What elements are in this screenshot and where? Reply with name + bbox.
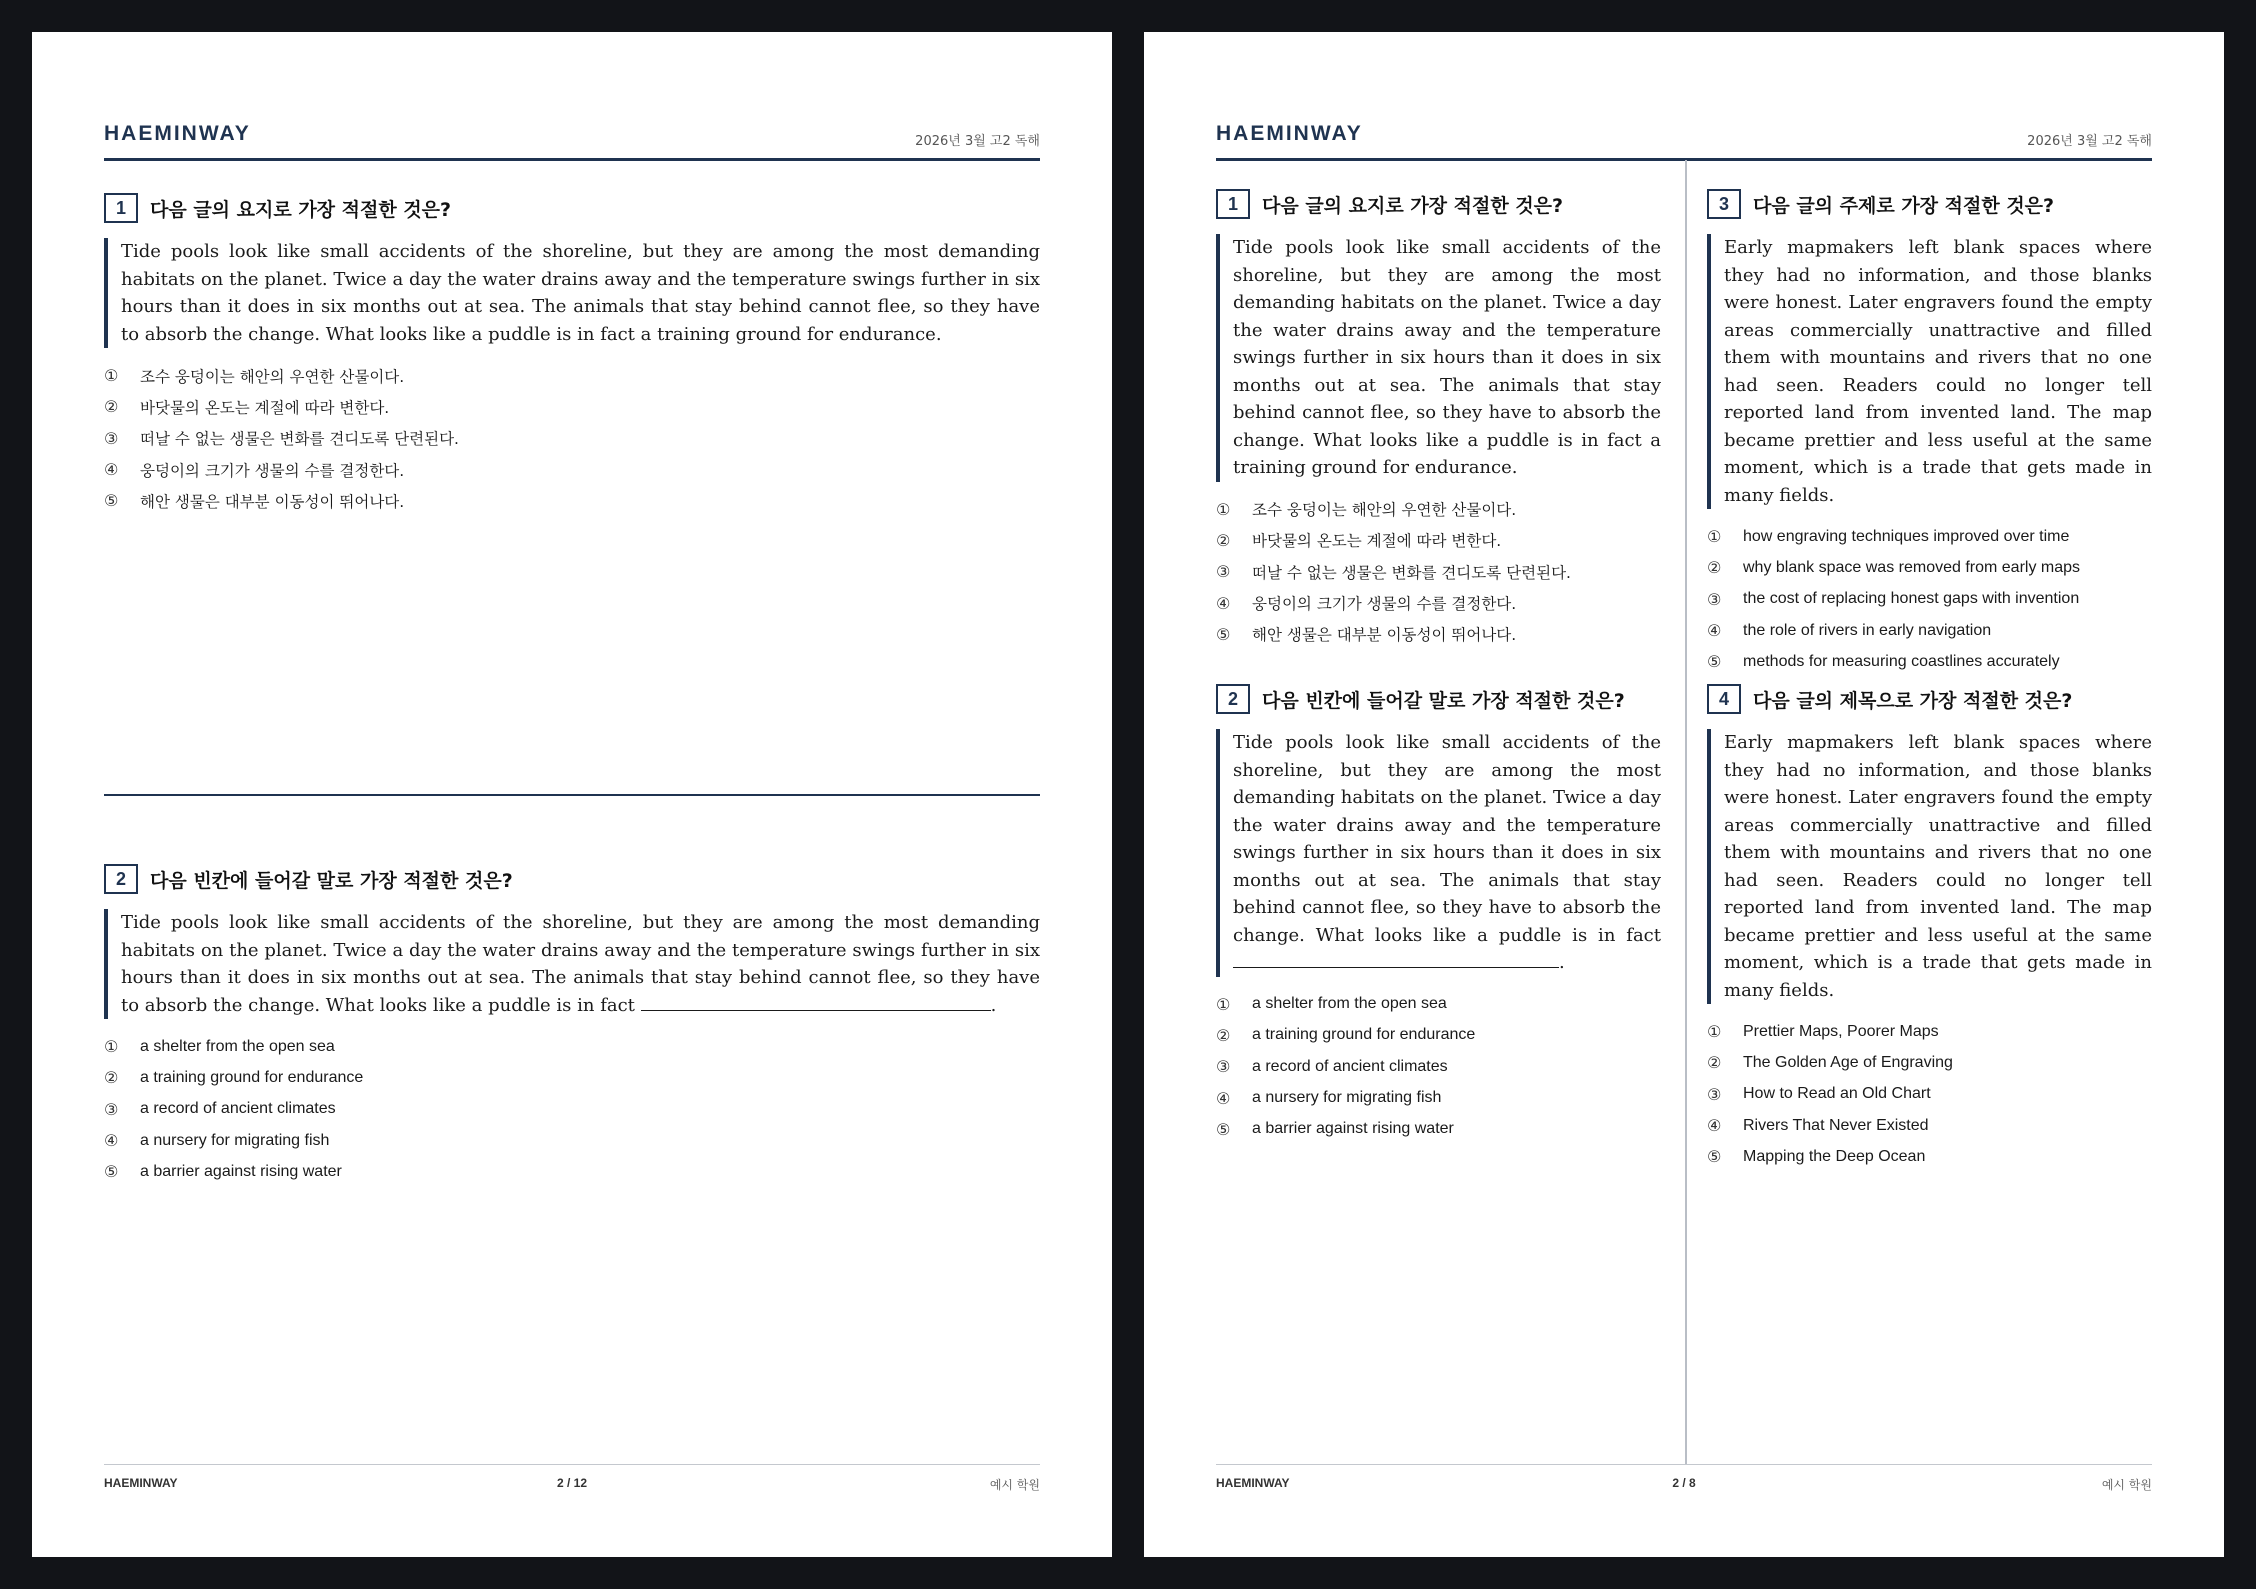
choice-text: the cost of replacing honest gaps with invention <box>1743 590 2080 608</box>
footer-organization: 예시 학원 <box>2101 1478 2152 1492</box>
choice-marker: ① <box>1216 499 1231 519</box>
choice-marker: ④ <box>104 1131 119 1151</box>
choice-text: a record of ancient climates <box>1252 1057 1448 1075</box>
question-number-box: 1 <box>1216 189 1250 219</box>
choice-text: 웅덩이의 크기가 생물의 수를 결정한다. <box>1252 595 1517 614</box>
passage-text: Tide pools look like small accidents of the shoreline, but they are among the most demanding habitats on the planet. Twice a day the water drains away and the temperature swings further in six hours than it does in six months out at sea. The animals that stay behind cannot flee, so they have to absorb the change. What looks like a puddle is in fact <box>1233 732 1661 946</box>
choice-1[interactable] <box>1707 521 2152 552</box>
page-footer <box>104 1464 1040 1505</box>
answer-blank <box>1233 949 1559 968</box>
footer-page-number: 2 / 12 <box>556 1476 588 1490</box>
question-title: 다음 글의 제목으로 가장 적절한 것은? <box>1753 689 2073 712</box>
choice-text: How to Read an Old Chart <box>1743 1085 1931 1103</box>
page-footer <box>1216 1464 2152 1505</box>
exam-page-left <box>32 32 1112 1557</box>
choice-marker: ② <box>1216 1025 1231 1045</box>
choice-marker: ① <box>104 366 119 386</box>
choice-1[interactable] <box>1216 494 1661 525</box>
question-title: 다음 빈칸에 들어갈 말로 가장 적절한 것은? <box>1262 689 1625 712</box>
choice-list <box>1216 989 1661 1145</box>
brand-logo: HAEMINWAY <box>104 122 251 145</box>
choice-marker: ② <box>1216 530 1231 550</box>
question-number-box: 1 <box>104 193 138 223</box>
passage: Tide pools look like small accidents of the shoreline, but they are among the most demanding habitats on the planet. Twice a day the water drains away and the temperature swings further in six hours than it does in six months out at sea. The animals that stay behind cannot flee, so they have to absorb the change. What looks like a puddle is in fact . <box>104 909 1040 1019</box>
question-title: 다음 글의 주제로 가장 적절한 것은? <box>1753 194 2055 217</box>
choice-4[interactable] <box>1707 615 2152 646</box>
footer-page-number: 2 / 8 <box>1672 1476 1696 1490</box>
choice-text: Mapping the Deep Ocean <box>1743 1147 1926 1165</box>
choice-text: 떠날 수 없는 생물은 변화를 견디도록 단련된다. <box>140 430 459 449</box>
choice-3[interactable] <box>1216 556 1661 587</box>
choice-marker: ④ <box>1216 593 1231 613</box>
choice-2[interactable] <box>1707 552 2152 583</box>
question-2 <box>1216 684 1661 1145</box>
choice-text: methods for measuring coastlines accurately <box>1743 652 2060 670</box>
passage: Tide pools look like small accidents of the shoreline, but they are among the most demanding habitats on the planet. Twice a day the water drains away and the temperature swings further in six hours than it does in six months out at sea. The animals that stay behind cannot flee, so they have to absorb the change. What looks like a puddle is in fact . <box>1216 729 1661 977</box>
answer-blank <box>641 992 991 1011</box>
choice-text: 바닷물의 온도는 계절에 따라 변한다. <box>140 398 390 417</box>
question-title: 다음 글의 요지로 가장 적절한 것은? <box>1262 194 1564 217</box>
choice-text: 바닷물의 온도는 계절에 따라 변한다. <box>1252 532 1502 551</box>
choice-1[interactable] <box>1707 1016 2152 1047</box>
choice-4[interactable] <box>1216 587 1661 618</box>
choice-text: a barrier against rising water <box>1252 1120 1454 1138</box>
question-number-box: 2 <box>1216 684 1250 714</box>
choice-text: a shelter from the open sea <box>140 1037 335 1055</box>
page-header <box>104 92 1040 161</box>
choice-text: the role of rivers in early navigation <box>1743 621 1992 639</box>
choice-2[interactable] <box>104 1062 1040 1093</box>
choice-2[interactable] <box>1707 1047 2152 1078</box>
choice-5[interactable] <box>104 485 1040 516</box>
choice-marker: ④ <box>1707 621 1722 641</box>
choice-marker: ① <box>104 1037 119 1057</box>
choice-list <box>104 360 1040 516</box>
question-header <box>1707 189 2152 219</box>
question-3 <box>1707 189 2152 677</box>
footer-organization: 예시 학원 <box>989 1478 1040 1492</box>
choice-text: why blank space was removed from early maps <box>1743 558 2081 576</box>
choice-text: a shelter from the open sea <box>1252 995 1447 1013</box>
question-number-box: 2 <box>104 864 138 894</box>
page-header <box>1216 92 2152 161</box>
choice-marker: ① <box>1707 527 1722 547</box>
choice-marker: ④ <box>104 460 119 480</box>
choice-text: a training ground for endurance <box>1252 1026 1476 1044</box>
choice-text: a barrier against rising water <box>140 1162 342 1180</box>
question-number-box: 3 <box>1707 189 1741 219</box>
choice-text: The Golden Age of Engraving <box>1743 1053 1953 1071</box>
choice-text: 떠날 수 없는 생물은 변화를 견디도록 단련된다. <box>1252 563 1571 582</box>
choice-text: a nursery for migrating fish <box>1252 1089 1442 1107</box>
choice-marker: ③ <box>104 428 119 448</box>
choice-text: 조수 웅덩이는 해안의 우연한 산물이다. <box>140 367 405 386</box>
choice-text: 해안 생물은 대부분 이동성이 뛰어나다. <box>140 492 405 511</box>
question-header <box>104 193 1040 223</box>
question-header <box>1707 684 2152 714</box>
choice-marker: ⑤ <box>1216 624 1231 644</box>
choice-marker: ① <box>1216 994 1231 1014</box>
choice-4[interactable] <box>1216 1082 1661 1113</box>
choice-text: Prettier Maps, Poorer Maps <box>1743 1022 1939 1040</box>
choice-1[interactable] <box>1216 989 1661 1020</box>
choice-3[interactable] <box>1707 584 2152 615</box>
question-title: 다음 빈칸에 들어갈 말로 가장 적절한 것은? <box>150 869 513 892</box>
question-title: 다음 글의 요지로 가장 적절한 것은? <box>150 198 452 221</box>
question-1 <box>104 193 1040 516</box>
question-4 <box>1707 684 2152 1172</box>
choice-text: 조수 웅덩이는 해안의 우연한 산물이다. <box>1252 501 1517 520</box>
choice-marker: ⑤ <box>1707 652 1722 672</box>
exam-label: 2026년 3월 고2 독해 <box>2027 134 2152 149</box>
choice-text: 해안 생물은 대부분 이동성이 뛰어나다. <box>1252 626 1517 645</box>
choice-1[interactable] <box>104 360 1040 391</box>
choice-marker: ③ <box>1216 1057 1231 1077</box>
choice-4[interactable] <box>104 454 1040 485</box>
choice-3[interactable] <box>104 1094 1040 1125</box>
choice-2[interactable] <box>1216 1020 1661 1051</box>
passage: Early mapmakers left blank spaces where they had no information, and those blanks were honest. Later engravers found the empty areas commercially unattractive and filled them with mountains and rivers that no one had seen. Readers could no longer tell reported land from invented land. The map became prettier and less useful at the same moment, which is a trade that gets made in many fields. <box>1707 234 2152 509</box>
choice-marker: ⑤ <box>104 491 119 511</box>
choice-marker: ④ <box>1707 1116 1722 1136</box>
exam-page-right <box>1144 32 2224 1557</box>
question-1 <box>1216 189 1661 650</box>
choice-text: Rivers That Never Existed <box>1743 1116 1929 1134</box>
choice-5[interactable] <box>1216 1114 1661 1145</box>
choice-marker: ③ <box>104 1099 119 1119</box>
choice-marker: ⑤ <box>1707 1147 1722 1167</box>
choice-marker: ② <box>104 1068 119 1088</box>
choice-3[interactable] <box>1216 1051 1661 1082</box>
choice-5[interactable] <box>1216 619 1661 650</box>
footer-brand: HAEMINWAY <box>1216 1476 1290 1490</box>
choice-2[interactable] <box>104 391 1040 422</box>
choice-list <box>1707 521 2152 677</box>
choice-5[interactable] <box>1707 646 2152 677</box>
section-divider <box>104 794 1040 796</box>
passage: Tide pools look like small accidents of the shoreline, but they are among the most demanding habitats on the planet. Twice a day the water drains away and the temperature swings further in six hours than it does in six months out at sea. The animals that stay behind cannot flee, so they have to absorb the change. What looks like a puddle is in fact a training ground for endurance. <box>104 238 1040 348</box>
choice-text: 웅덩이의 크기가 생물의 수를 결정한다. <box>140 461 405 480</box>
choice-text: a training ground for endurance <box>140 1068 364 1086</box>
choice-text: a nursery for migrating fish <box>140 1131 330 1149</box>
choice-list <box>104 1031 1040 1187</box>
choice-marker: ② <box>1707 1053 1722 1073</box>
choice-marker: ⑤ <box>1216 1119 1231 1139</box>
brand-logo: HAEMINWAY <box>1216 122 1363 145</box>
question-header <box>1216 189 1661 219</box>
passage: Tide pools look like small accidents of the shoreline, but they are among the most demanding habitats on the planet. Twice a day the water drains away and the temperature swings further in six hours than it does in six months out at sea. The animals that stay behind cannot flee, so they have to absorb the change. What looks like a puddle is in fact a training ground for endurance. <box>1216 234 1661 482</box>
question-number-box: 4 <box>1707 684 1741 714</box>
question-header <box>1216 684 1661 714</box>
choice-marker: ③ <box>1707 1084 1722 1104</box>
choice-marker: ① <box>1707 1022 1722 1042</box>
choice-text: a record of ancient climates <box>140 1100 336 1118</box>
column-divider <box>1685 160 1687 1464</box>
choice-5[interactable] <box>104 1156 1040 1187</box>
choice-4[interactable] <box>1707 1110 2152 1141</box>
choice-5[interactable] <box>1707 1141 2152 1172</box>
choice-list <box>1707 1016 2152 1172</box>
question-header <box>104 864 1040 894</box>
choice-marker: ② <box>104 397 119 417</box>
choice-2[interactable] <box>1216 525 1661 556</box>
choice-marker: ③ <box>1216 562 1231 582</box>
choice-text: how engraving techniques improved over time <box>1743 527 2070 545</box>
choice-marker: ② <box>1707 558 1722 578</box>
passage-text: Tide pools look like small accidents of the shoreline, but they are among the most demanding habitats on the planet. Twice a day the water drains away and the temperature swings further in six hours than it does in six months out at sea. The animals that stay behind cannot flee, so they have to absorb the change. What looks like a puddle is in fact <box>121 912 1040 1016</box>
choice-3[interactable] <box>1707 1079 2152 1110</box>
choice-1[interactable] <box>104 1031 1040 1062</box>
choice-4[interactable] <box>104 1125 1040 1156</box>
choice-list <box>1216 494 1661 650</box>
footer-brand: HAEMINWAY <box>104 1476 178 1490</box>
passage: Early mapmakers left blank spaces where they had no information, and those blanks were honest. Later engravers found the empty areas commercially unattractive and filled them with mountains and rivers that no one had seen. Readers could no longer tell reported land from invented land. The map became prettier and less useful at the same moment, which is a trade that gets made in many fields. <box>1707 729 2152 1004</box>
question-2 <box>104 864 1040 1187</box>
choice-marker: ⑤ <box>104 1162 119 1182</box>
choice-marker: ③ <box>1707 589 1722 609</box>
exam-label: 2026년 3월 고2 독해 <box>915 134 1040 149</box>
choice-marker: ④ <box>1216 1088 1231 1108</box>
choice-3[interactable] <box>104 423 1040 454</box>
